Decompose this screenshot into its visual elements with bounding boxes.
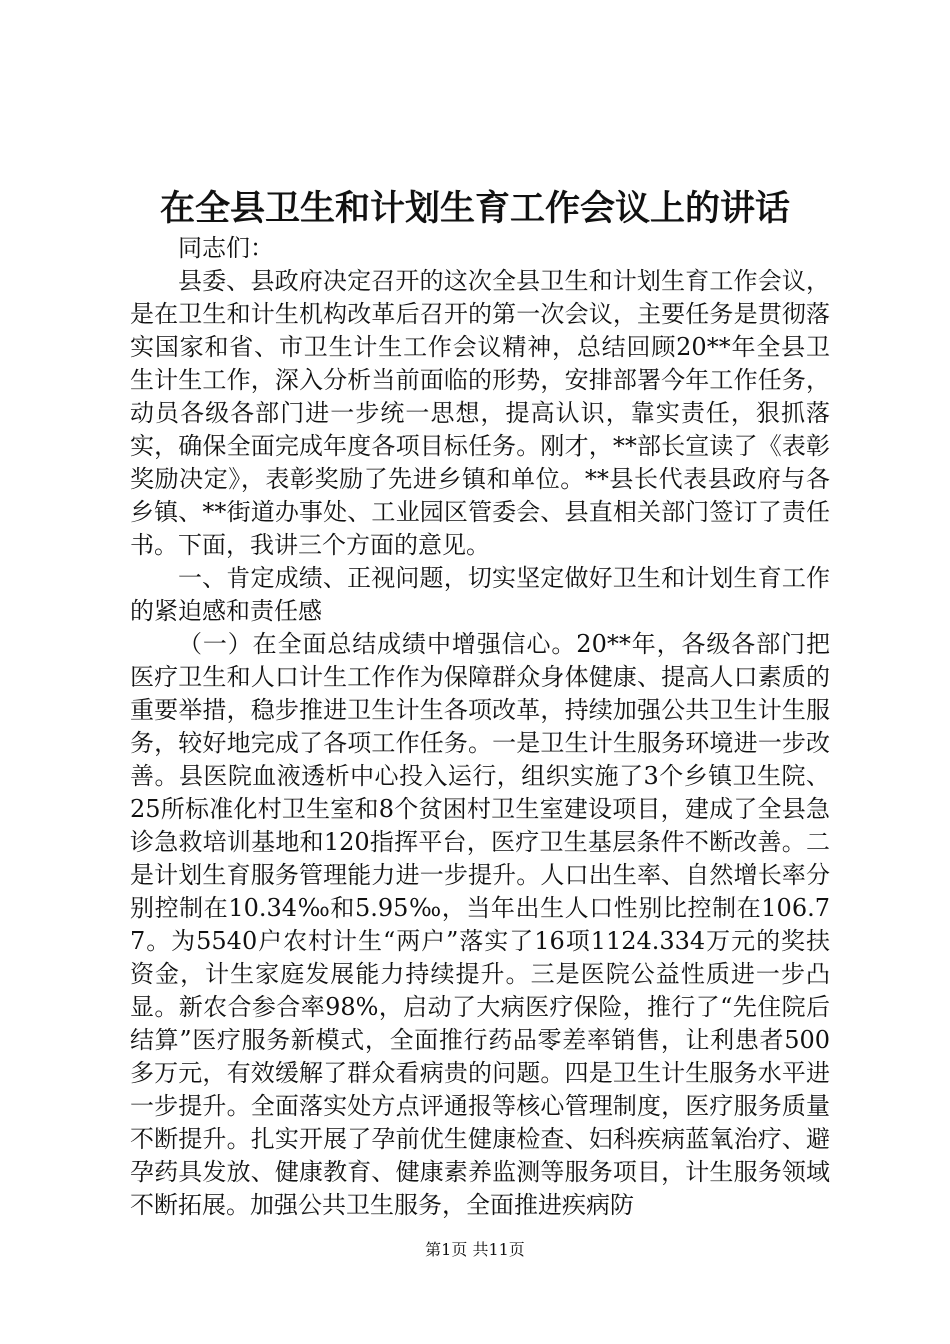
salutation: 同志们： bbox=[178, 234, 274, 262]
paragraph-intro: 县委、县政府决定召开的这次全县卫生和计划生育工作会议，是在卫生和计生机构改革后召开的第一次会议，主要任务是贯彻落实国家和省、市卫生计生工作会议精神，总结回顾20**年全县卫生计生工作，深入分析当前面临的形势，安排部署今年工作任务，动员各级各部门进一步统一思想，提高认识，靠实责任，狠抓落实，确保全面完成年度各项目标任务。刚才，**部长宣读了《表彰奖励决定》，表彰奖励了先进乡镇和单位。**县长代表县政府与各乡镇、**街道办事处、工业园区管委会、县直相关部门签订了责任书。下面，我讲三个方面的意见。 bbox=[130, 267, 830, 559]
section-heading-1: 一、肯定成绩、正视问题，切实坚定做好卫生和计划生育工作的紧迫感和责任感 bbox=[130, 564, 830, 625]
page-footer: 第1页 共11页 bbox=[425, 1240, 525, 1259]
document-body bbox=[130, 232, 830, 1222]
document-title: 在全县卫生和计划生育工作会议上的讲话 bbox=[159, 188, 790, 229]
paragraph-achievements: （一）在全面总结成绩中增强信心。20**年，各级各部门把医疗卫生和人口计生工作作为保障群众身体健康、提高人口素质的重要举措，稳步推进卫生计生各项改革，持续加强公共卫生计生服务，较好地完成了各项工作任务。一是卫生计生服务环境进一步改善。县医院血液透析中心投入运行，组织实施了3个乡镇卫生院、25所标准化村卫生室和8个贫困村卫生室建设项目，建成了全县急诊急救培训基地和120指挥平台，医疗卫生基层条件不断改善。二是计划生育服务管理能力进一步提升。人口出生率、自然增长率分别控制在10.34‰和5.95‰，当年出生人口性别比控制在106.77。为5540户农村计生“两户”落实了16项1124.334万元的奖扶资金，计生家庭发展能力持续提升。三是医院公益性质进一步凸显。新农合参合率98%，启动了大病医疗保险，推行了“先住院后结算”医疗服务新模式，全面推行药品零差率销售，让利患者500多万元，有效缓解了群众看病贵的问题。四是卫生计生服务水平进一步提升。全面落实处方点评通报等核心管理制度，医疗服务质量不断提升。扎实开展了孕前优生健康检查、妇科疾病蓝氧治疗、避孕药具发放、健康教育、健康素养监测等服务项目，计生服务领域不断拓展。加强公共卫生服务，全面推进疾病防 bbox=[130, 630, 830, 1219]
